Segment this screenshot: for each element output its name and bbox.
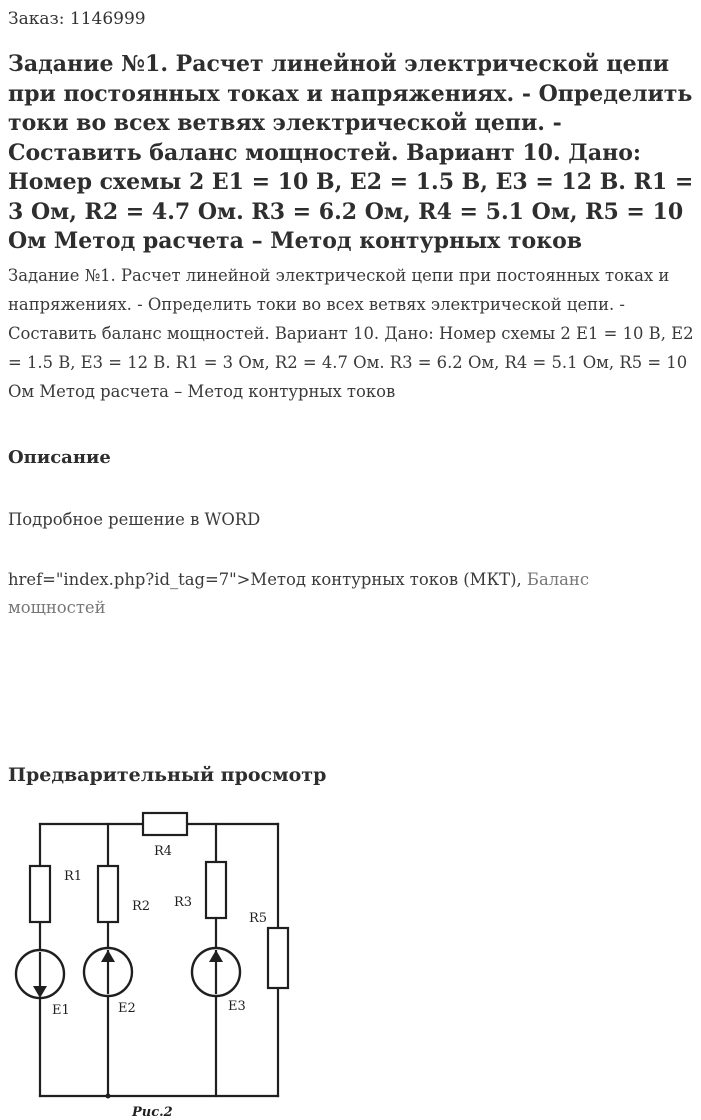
figure-caption: Рис.2	[132, 1105, 173, 1120]
label-r2: R2	[132, 899, 151, 914]
preview-heading: Предварительный просмотр	[8, 764, 327, 786]
label-e3: E3	[228, 999, 246, 1014]
tag-link-power-balance[interactable]: Баланс мощностей	[8, 570, 590, 617]
resistor-r1	[30, 866, 50, 922]
order-number: Заказ: 1146999	[8, 9, 146, 29]
resistor-r5	[268, 928, 288, 988]
circuit-schematic	[0, 800, 701, 1120]
label-r5: R5	[249, 911, 268, 926]
tags-line	[8, 566, 688, 622]
description-heading: Описание	[8, 447, 111, 468]
label-r3: R3	[174, 895, 193, 910]
page-title: Задание №1. Расчет линейной электрической цепи при постоянных токах и напряжениях. - Определить токи во всех ветвях электрической цепи. - Составить баланс мощностей. Вариант 10. Дано: Номер схемы 2 E1 = 10 В, E2 = 1.5 В, E3 = 12 В. R1 = 3 Ом, R2 = 4.7 Ом. R3 = 6.2 Ом, R4 = 5.1 Ом, R5 = 10 Ом Метод расчета – Метод контурных токов	[8, 51, 694, 254]
resistor-r3	[206, 862, 226, 918]
label-e1: E1	[52, 1003, 70, 1018]
label-r4: R4	[154, 844, 173, 859]
tags-prefix: href="index.php?id_tag=7">Метод контурных токов (МКТ),	[8, 570, 527, 589]
task-description: Задание №1. Расчет линейной электрической цепи при постоянных токах и напряжениях. - Определить токи во всех ветвях электрической цепи. - Составить баланс мощностей. Вариант 10. Дано: Номер схемы 2 E1 = 10 В, E2 = 1.5 В, E3 = 12 В. R1 = 3 Ом, R2 = 4.7 Ом. R3 = 6.2 Ом, R4 = 5.1 Ом, R5 = 10 Ом Метод расчета – Метод контурных токов	[8, 266, 694, 401]
label-e2: E2	[118, 1001, 136, 1016]
resistor-r2	[98, 866, 118, 922]
description-text: Подробное решение в WORD	[8, 510, 261, 529]
label-r1: R1	[64, 869, 83, 884]
resistor-r4	[143, 813, 187, 835]
